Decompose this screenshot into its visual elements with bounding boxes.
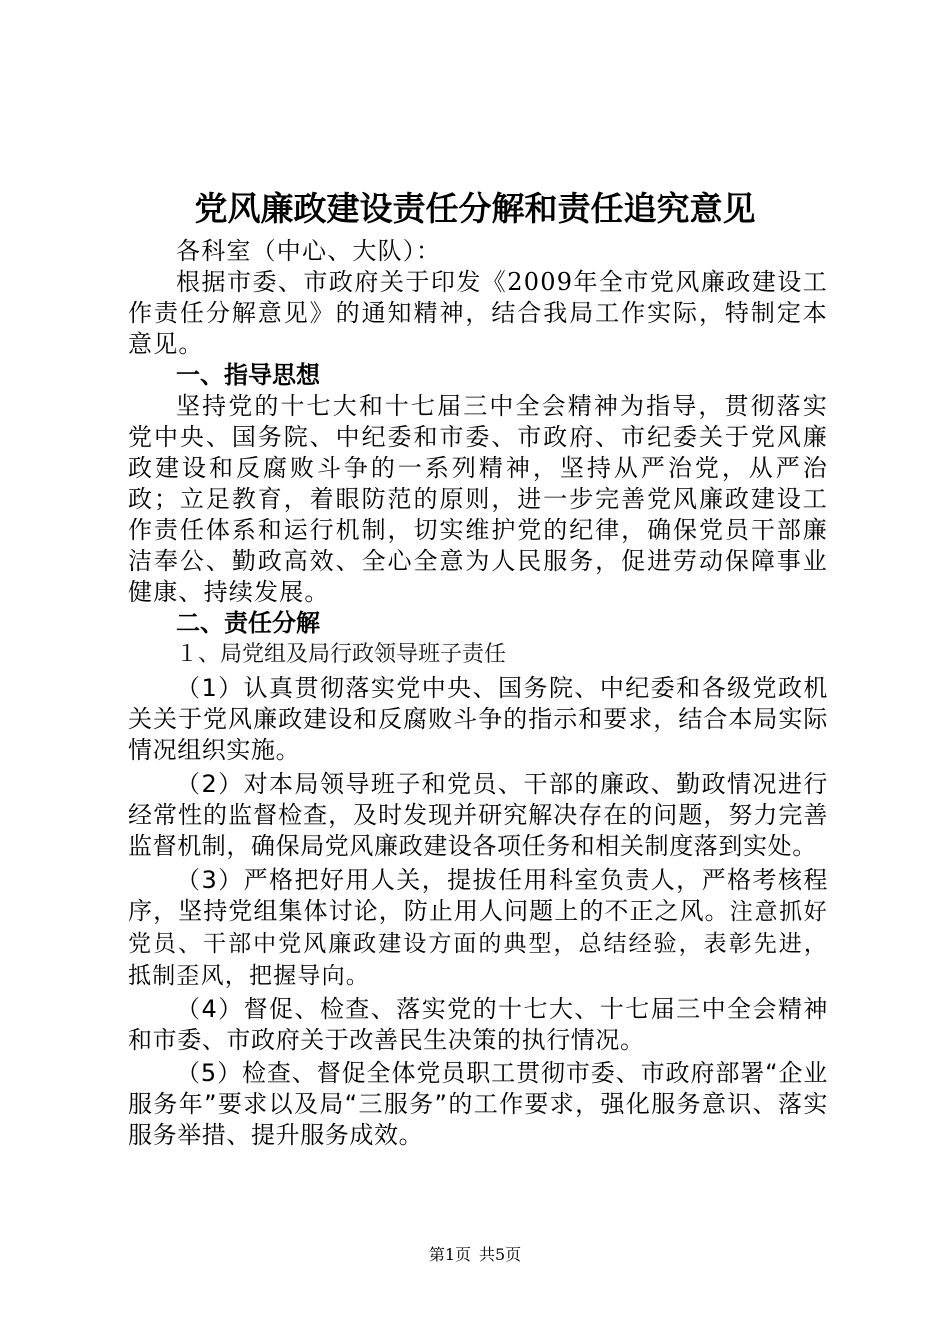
page-number: 第1页 [428,1245,471,1264]
list-item-1: （1）认真贯彻落实党中央、国务院、中纪委和各级党政机关关于党风廉政建设和反腐败斗争的指示和要求，结合本局实际情况组织实施。 [128,674,828,764]
section-heading-responsibility: 二、责任分解 [176,609,320,637]
intro-paragraph: 根据市委、市政府关于印发《2009年全市党风廉政建设工作责任分解意见》的通知精神，结合我局工作实际，特制定本意见。 [128,268,828,358]
guiding-thought-paragraph: 坚持党的十七大和十七届三中全会精神为指导，贯彻落实党中央、国务院、中纪委和市委、市政府、市纪委关于党风廉政建设和反腐败斗争的一系列精神，坚持从严治党，从严治政；立足教育，着眼防范的原则，进一步完善党风廉政建设工作责任体系和运行机制，切实维护党的纪律，确保党员干部廉洁奉公、勤政高效、全心全意为人民服务，促进劳动保障事业健康、持续发展。 [128,392,828,606]
list-item-3 [128,865,828,992]
section-heading-guiding-thought: 一、指导思想 [176,361,320,389]
document-body [128,236,828,1151]
page-footer [0,1242,950,1265]
list-item-5: （5）检查、督促全体党员职工贯彻市委、市政府部署“企业服务年”要求以及局“三服务”的工作要求，强化服务意识、落实服务举措、提升服务成效。 [128,1059,828,1149]
list-item-3-note: 注意抓好党员、干部中党风廉政建设方面的典型，总结经验，表彰先进，抵制歪风，把握导向。 [128,899,828,989]
document-title: 党风廉政建设责任分解和责任追究意见 [194,189,756,228]
subsection-heading-leadership: １、局党组及局行政领导班子责任 [176,642,507,667]
list-item-4: （4）督促、检查、落实党的十七大、十七届三中全会精神和市委、市政府关于改善民生决策的执行情况。 [128,995,828,1054]
list-item-3-main: （3）严格把好用人关，提拔任用科室负责人，严格考核程序，坚持党组集体讨论，防止用人问题上的不正之风。 [128,866,828,925]
list-item-2: （2）对本局领导班子和党员、干部的廉政、勤政情况进行经常性的监督检查，及时发现并研究解决存在的问题，努力完善监督机制，确保局党风廉政建设各项任务和相关制度落到实处。 [128,770,828,860]
salutation: 各科室（中心、大队）： [176,237,442,265]
page-total: 共5页 [479,1245,522,1264]
